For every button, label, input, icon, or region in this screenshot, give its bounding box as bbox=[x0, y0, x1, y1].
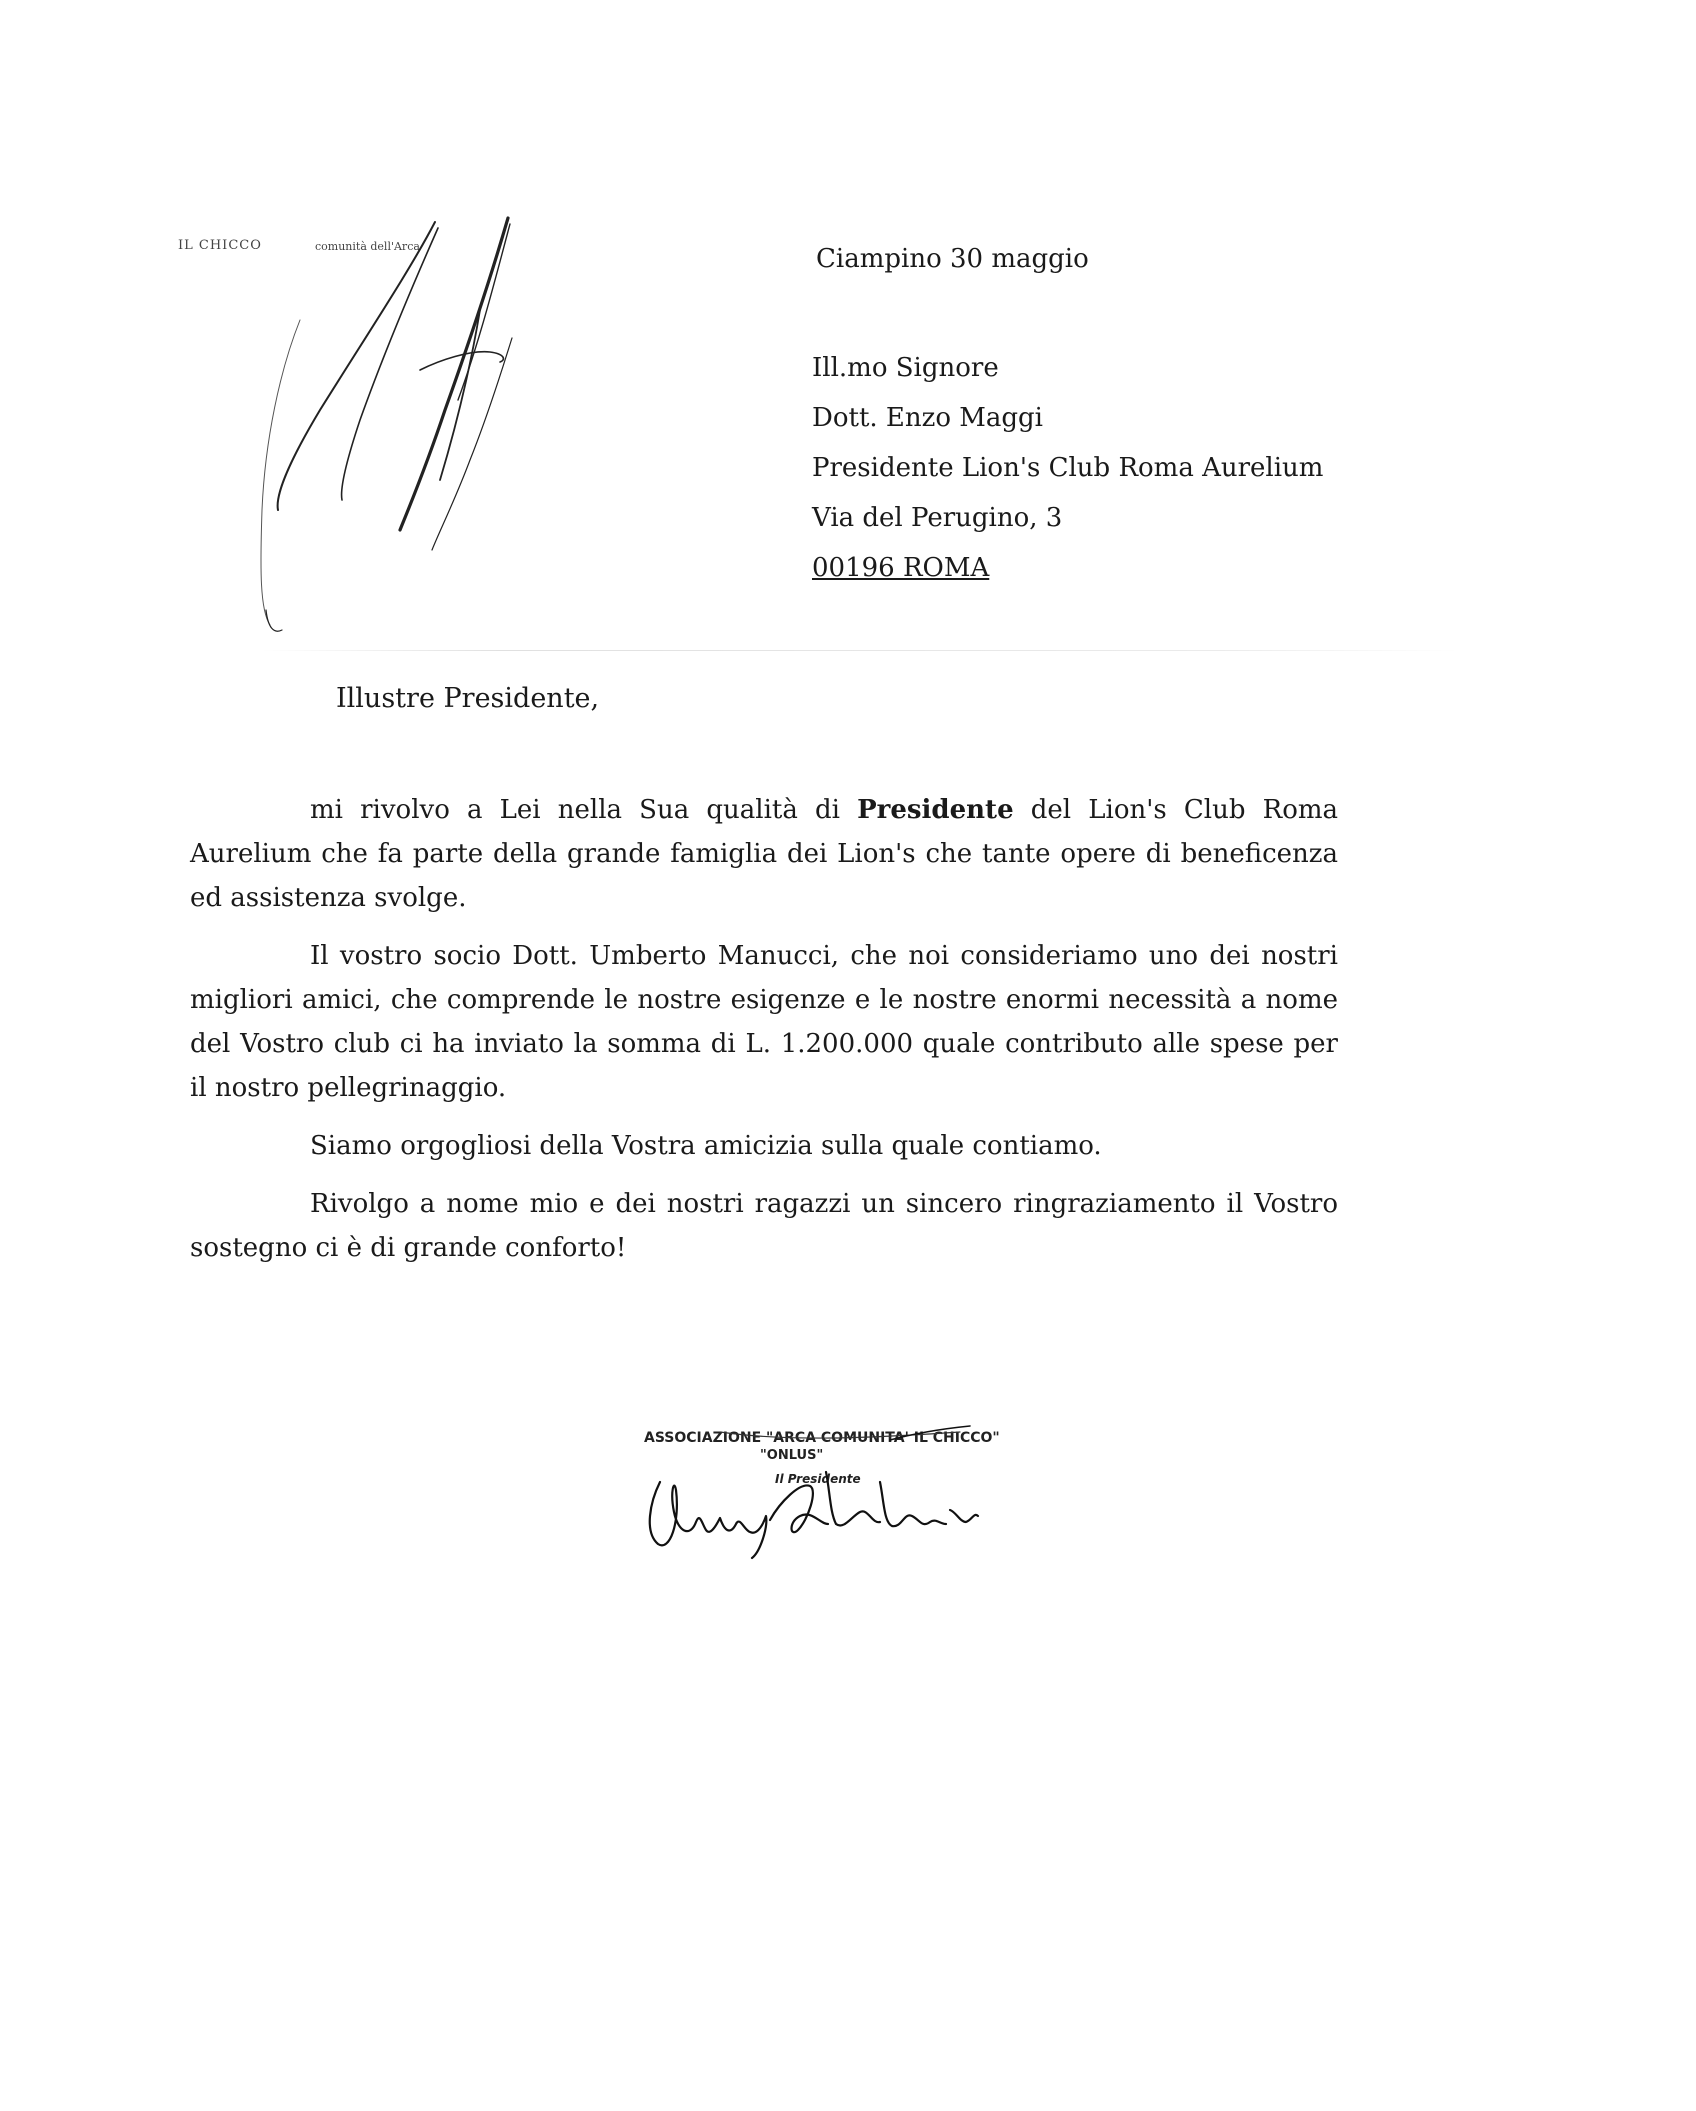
letterhead-logo bbox=[170, 210, 550, 650]
body-paragraph-4: Rivolgo a nome mio e dei nostri ragazzi un sincero ringraziamento il Vostro sostegno ci è di grande conforto! bbox=[190, 1189, 1338, 1263]
stamp-line-3: Il Presidente bbox=[775, 1472, 861, 1486]
body-paragraph-1-bold: Presidente bbox=[857, 795, 1014, 825]
signature-mark bbox=[640, 1412, 1110, 1562]
letterhead-left-text: IL CHICCO bbox=[178, 238, 262, 253]
body-paragraph-2: Il vostro socio Dott. Umberto Manucci, che noi consideriamo uno dei nostri migliori amici, che comprende le nostre esigenze e le nostre enormi necessità a nome del Vostro club ci ha inviato la somma di L. 1.200.000 quale contributo alle spese per il nostro pellegrinaggio. bbox=[190, 941, 1338, 1103]
letterhead-right-text: comunità dell'Arca bbox=[315, 240, 420, 253]
salutation: Illustre Presidente, bbox=[336, 683, 600, 714]
body-paragraph-3: Siamo orgogliosi della Vostra amicizia sulla quale contiamo. bbox=[310, 1131, 1102, 1161]
stamp-line-1: ASSOCIAZIONE "ARCA COMUNITA' IL CHICCO" bbox=[644, 1430, 1000, 1446]
recipient-street: Via del Perugino, 3 bbox=[812, 503, 1063, 533]
recipient-city: 00196 ROMA bbox=[812, 553, 990, 583]
letterhead-logo-mark bbox=[170, 210, 550, 650]
letter-date: Ciampino 30 maggio bbox=[816, 244, 1089, 274]
header-divider bbox=[260, 650, 1460, 651]
association-stamp-signature bbox=[640, 1412, 1110, 1562]
recipient-title: Ill.mo Signore bbox=[812, 353, 999, 383]
body-paragraph-1 bbox=[190, 788, 1338, 920]
recipient-name: Dott. Enzo Maggi bbox=[812, 403, 1043, 433]
recipient-address bbox=[812, 343, 1323, 593]
stamp-line-2: "ONLUS" bbox=[760, 1448, 824, 1463]
letter-body bbox=[190, 788, 1338, 1284]
recipient-role: Presidente Lion's Club Roma Aurelium bbox=[812, 453, 1324, 483]
body-paragraph-1-end: del Lion's Club Roma Aurelium che fa parte della grande famiglia dei Lion's che tante opere di beneficenza ed assistenza svolge. bbox=[190, 795, 1338, 913]
body-paragraph-1-start: mi rivolvo a Lei nella Sua qualità di bbox=[310, 795, 858, 825]
